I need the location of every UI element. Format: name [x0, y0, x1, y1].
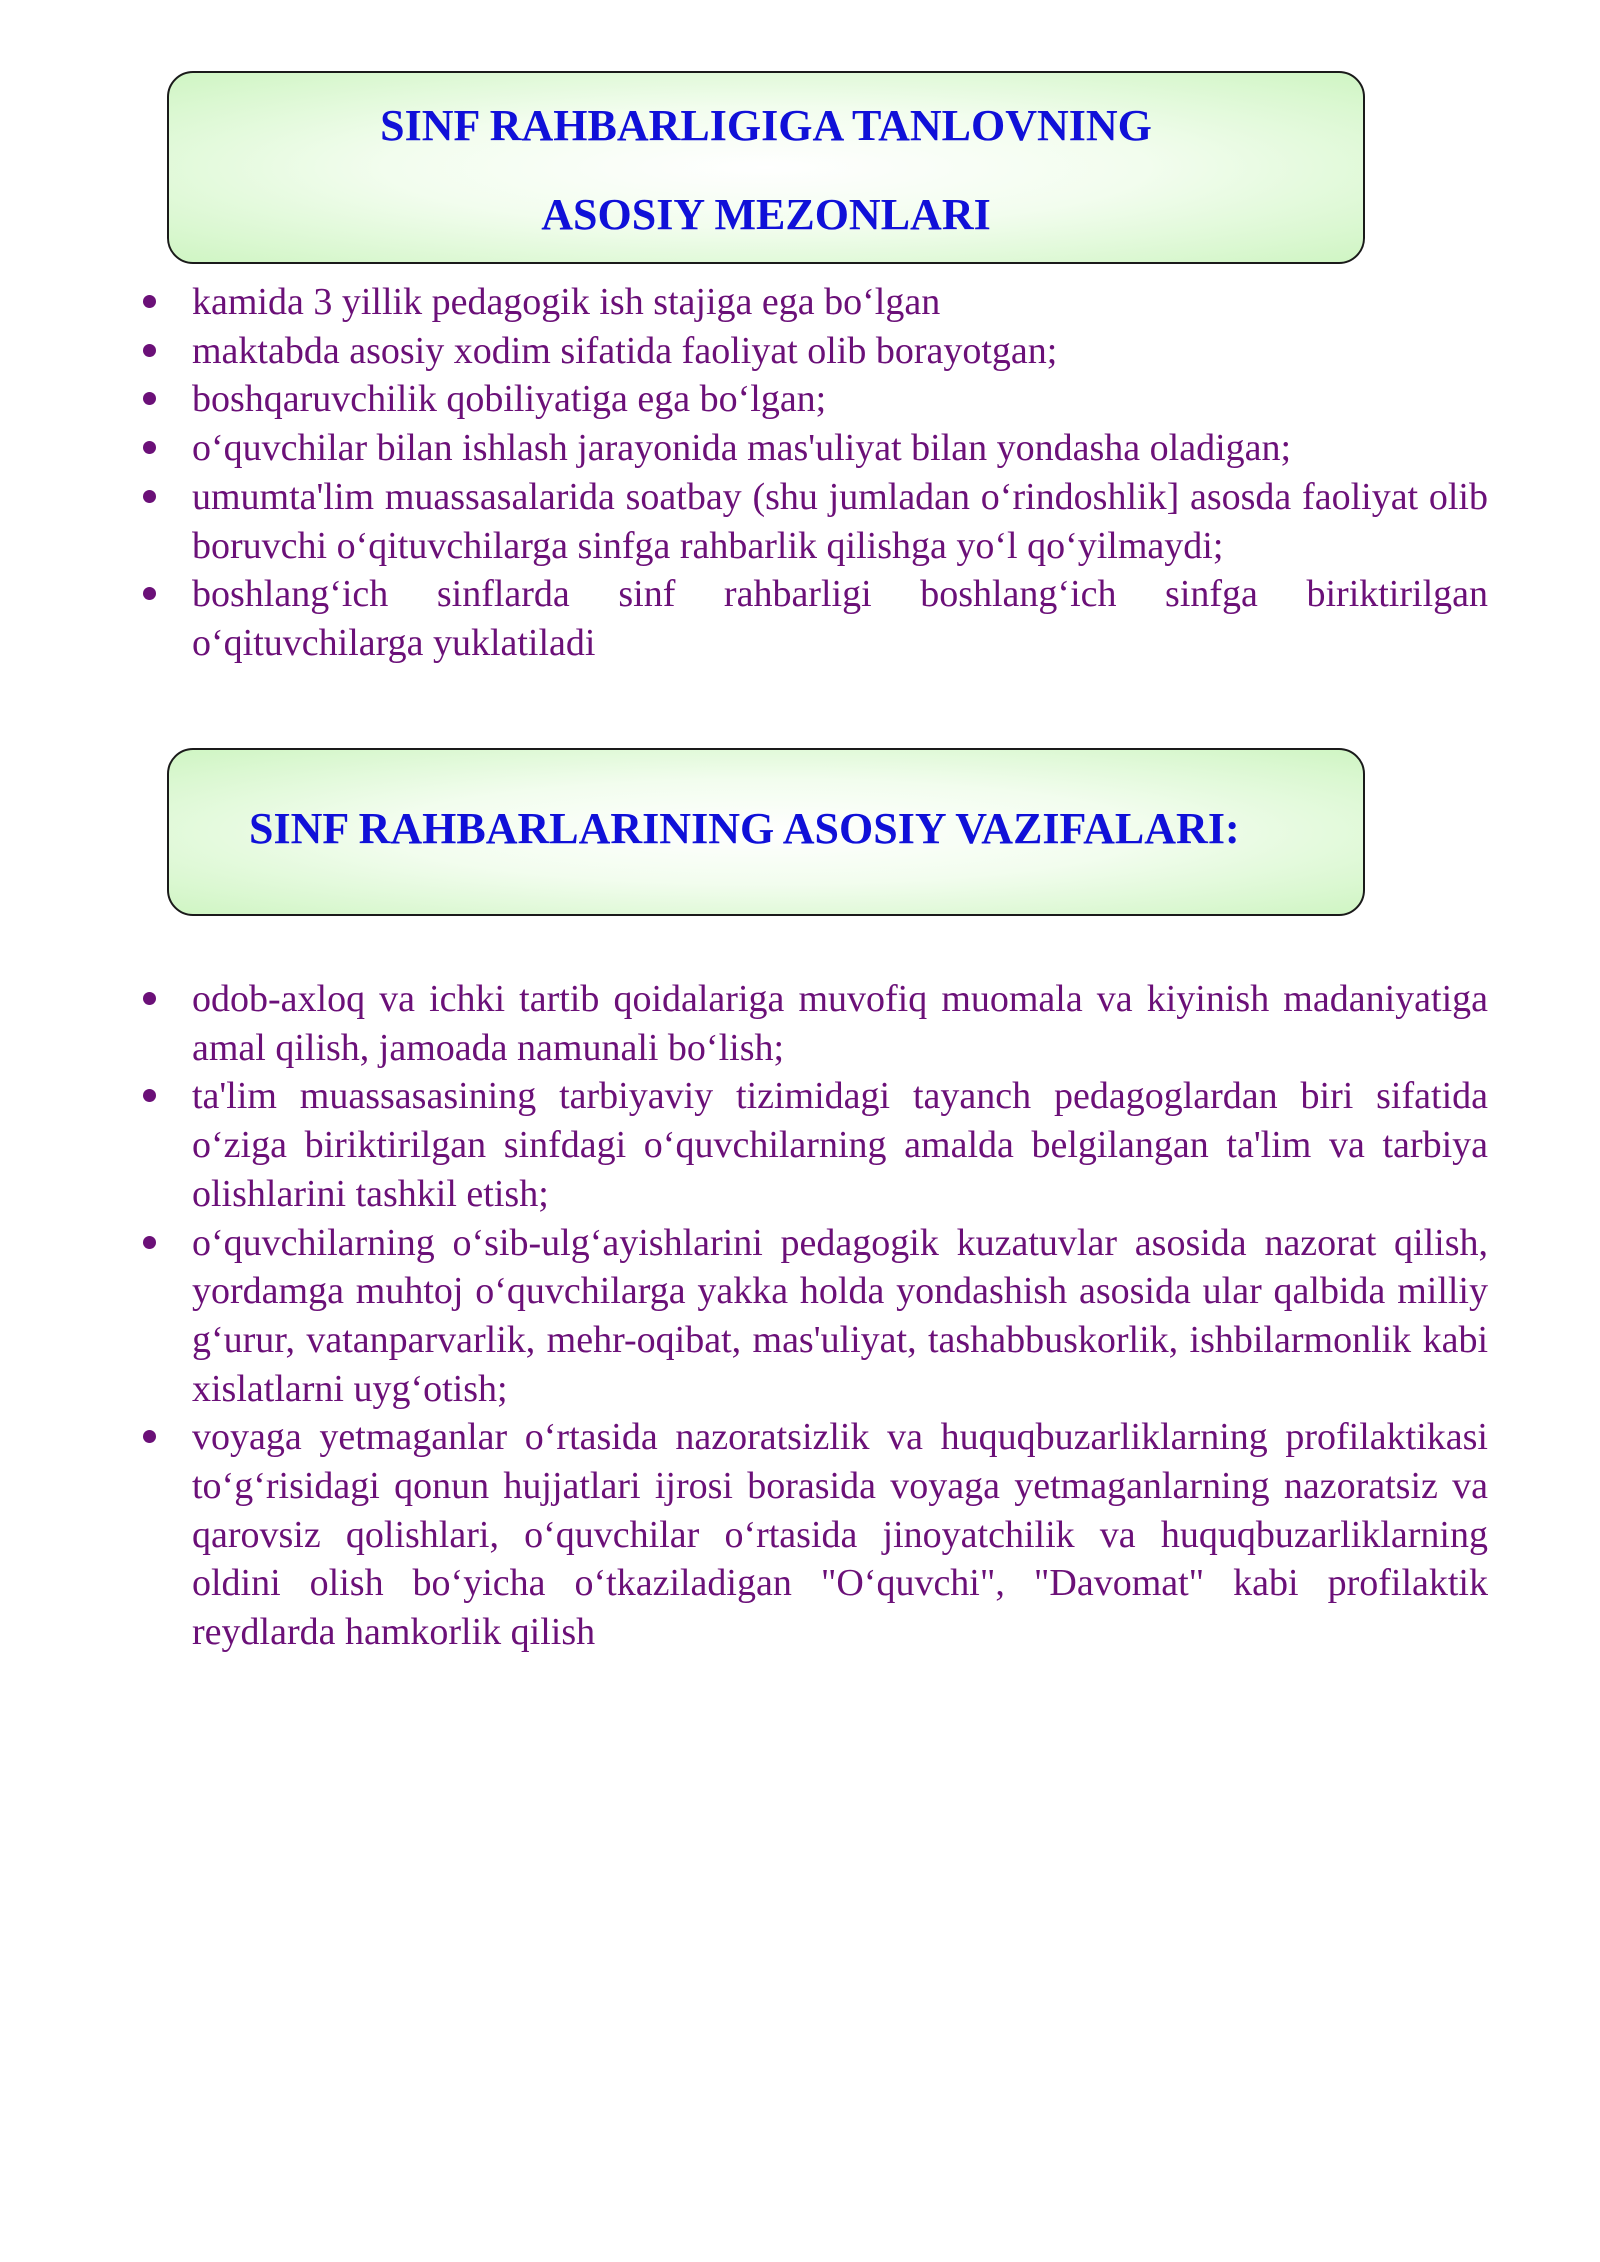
list-item-text: umumta'lim muassasalarida soatbay (shu jumladan o‘rindoshlik] asosda faoliyat olib boruvchi o‘qituvchilarga sinfga rahbarlik qilishga yo‘l qo‘yilmaydi; — [192, 475, 1488, 567]
criteria-title-line-2: ASOSIY MEZONLARI — [541, 190, 991, 239]
list-item — [140, 473, 1488, 570]
bullet-icon — [143, 392, 156, 405]
bullet-icon — [143, 344, 156, 357]
list-item-text: odob-axloq va ichki tartib qoidalariga muvofiq muomala va kiyinish madaniyatiga amal qilish, jamoada namunali bo‘lish; — [192, 978, 1488, 1069]
duties-list — [140, 975, 1488, 1657]
list-item — [140, 1219, 1488, 1414]
list-item-text: ta'lim muassasasining tarbiyaviy tizimidagi tayanch pedagoglardan biri sifatida o‘ziga biriktirilgan sinfdagi o‘quvchilarning amalda belgilangan ta'lim va tarbiya olishlarini tashkil etish; — [192, 1075, 1488, 1215]
bullet-icon — [143, 490, 156, 503]
list-item — [140, 975, 1488, 1072]
list-item-text: maktabda asosiy xodim sifatida faoliyat olib borayotgan; — [192, 329, 1058, 372]
list-item — [140, 327, 1488, 376]
list-item-text: kamida 3 yillik pedagogik ish stajiga ega bo‘lgan — [192, 281, 941, 323]
list-item-text: voyaga yetmaganlar o‘rtasida nazoratsizlik va huquqbuzarliklarning profilaktikasi to‘g‘risidagi qonun hujjatlari ijrosi borasida voyaga yetmaganlarning nazoratsiz va qarovsiz qolishlari, o‘quvchilar o‘rtasida jinoyatchilik va huquqbuzarliklarning oldini olish bo‘yicha o‘tkaziladigan "O‘quvchi", "Davomat" kabi profilaktik reydlarda hamkorlik qilish — [192, 1416, 1488, 1654]
criteria-list — [140, 278, 1488, 668]
bullet-icon — [143, 441, 156, 454]
list-item — [140, 570, 1488, 667]
list-item-text: boshlang‘ich sinflarda sinf rahbarligi boshlang‘ich sinfga biriktirilgan o‘qituvchilarga yuklatiladi — [192, 573, 1488, 664]
list-item — [140, 1413, 1488, 1657]
duties-title: SINF RAHBARLARINING ASOSIY VAZIFALARI: — [249, 804, 1240, 853]
list-item — [140, 278, 1488, 327]
bullet-icon — [143, 1089, 156, 1102]
list-item — [140, 424, 1488, 473]
list-item — [140, 375, 1488, 424]
duties-title-box — [167, 748, 1365, 916]
bullet-icon — [143, 1236, 156, 1249]
list-item-text: o‘quvchilarning o‘sib-ulg‘ayishlarini pedagogik kuzatuvlar asosida nazorat qilish, yordamga muhtoj o‘quvchilarga yakka holda yondashish asosida ular qalbida milliy g‘urur, vatanparvarlik, mehr-oqibat, mas'uliyat, tashabbuskorlik, ishbilarmonlik kabi xislatlarni uyg‘otish; — [192, 1221, 1488, 1410]
bullet-icon — [143, 587, 156, 600]
list-item-text: o‘quvchilar bilan ishlash jarayonida mas'uliyat bilan yondasha oladigan; — [192, 427, 1292, 470]
list-item-text: boshqaruvchilik qobiliyatiga ega bo‘lgan; — [192, 378, 827, 421]
bullet-icon — [143, 1430, 156, 1443]
criteria-title-line-1: SINF RAHBARLIGIGA TANLOVNING — [380, 101, 1152, 150]
bullet-icon — [143, 295, 156, 308]
bullet-icon — [143, 992, 156, 1005]
criteria-title-box — [167, 71, 1365, 264]
list-item — [140, 1072, 1488, 1218]
